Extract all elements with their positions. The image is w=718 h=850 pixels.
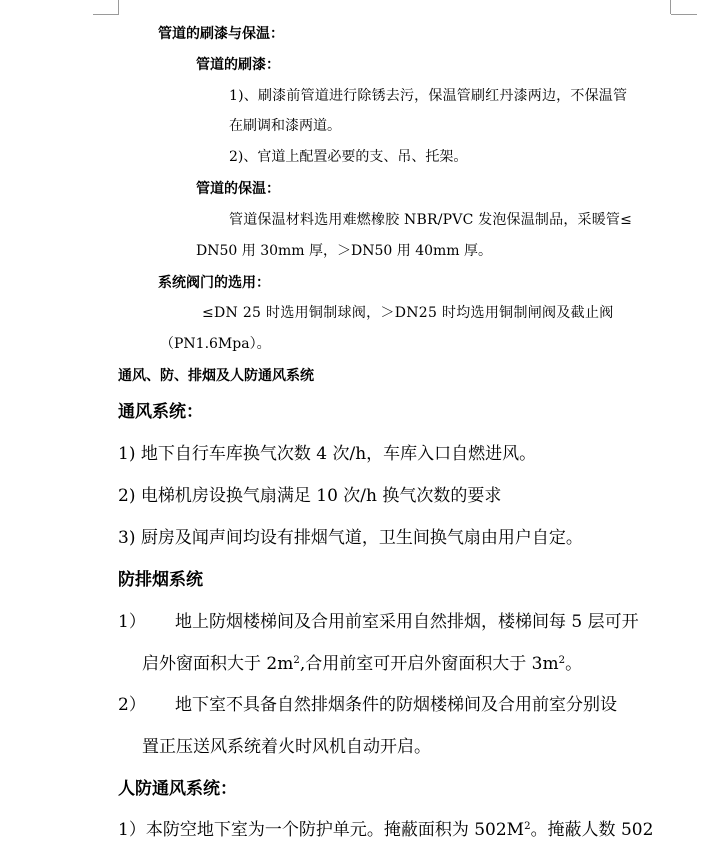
page-corner-mark-left bbox=[118, 0, 119, 14]
ventilation-item-2: 2) 电梯机房设换气扇满足 10 次/h 换气次数的要求 bbox=[118, 486, 502, 506]
smoke-item1-superscript-2: 2 bbox=[558, 654, 566, 666]
paint-item1-line1: 1)、刷漆前管道进行除锈去污，保温管刷红丹漆两边，不保温管 bbox=[229, 88, 628, 104]
civil-defense-line1 bbox=[118, 822, 653, 839]
insulation-line2: DN50 用 30mm 厚，＞DN50 用 40mm 厚。 bbox=[196, 243, 493, 259]
page-corner-mark-right bbox=[670, 0, 671, 14]
smoke-item2-number: 2） bbox=[118, 695, 146, 715]
valves-line1: ≤DN 25 时选用铜制球阀，＞DN25 时均选用铜制闸阀及截止阀 bbox=[202, 305, 614, 321]
smoke-item1-superscript-1: 2 bbox=[293, 654, 300, 666]
insulation-line1: 管道保温材料选用难燃橡胶 NBR/PVC 发泡保温制品，采暖管≤ bbox=[229, 212, 633, 228]
civil-defense-line1-part-a: 1）本防空地下室为一个防护单元。掩蔽面积为 502M bbox=[118, 820, 525, 840]
page-corner-mark-right-h bbox=[671, 14, 697, 15]
subheading-pipe-insulation: 管道的保温： bbox=[196, 181, 280, 197]
civil-defense-line1-part-b: 。掩蔽人数 502 bbox=[530, 820, 654, 840]
smoke-item1-line2-part-a: 启外窗面积大于 2m bbox=[142, 654, 294, 674]
smoke-item2-line1: 地下室不具备自然排烟条件的防烟楼梯间及合用前室分别设 bbox=[175, 695, 617, 715]
section-heading-pipe-paint-insulation: 管道的刷漆与保温： bbox=[158, 26, 284, 42]
subheading-pipe-paint: 管道的刷漆： bbox=[196, 57, 280, 73]
smoke-item2-line2: 置正压送风系统着火时风机自动开启。 bbox=[142, 737, 431, 757]
paint-item1-line2: 在刷调和漆两道。 bbox=[229, 118, 341, 134]
subheading-civil-defense-ventilation: 人防通风系统： bbox=[118, 779, 237, 799]
smoke-item1-line1: 地上防烟楼梯间及合用前室采用自然排烟，楼梯间每 5 层可开 bbox=[175, 612, 639, 632]
ventilation-item-3: 3) 厨房及闻声间均设有排烟气道，卫生间换气扇由用户自定。 bbox=[118, 528, 583, 548]
subheading-smoke-system: 防排烟系统 bbox=[118, 570, 203, 590]
smoke-item1-line2-part-b: ,合用前室可开启外窗面积大于 3m bbox=[299, 654, 559, 674]
smoke-item1-line2-part-c: 。 bbox=[565, 654, 583, 674]
subheading-valves: 系统阀门的选用： bbox=[158, 275, 270, 291]
smoke-item1-line2 bbox=[142, 656, 582, 673]
section-heading-ventilation-smoke: 通风、防、排烟及人防通风系统 bbox=[118, 368, 314, 384]
civil-defense-superscript: 2 bbox=[524, 820, 531, 832]
valves-line2: （PN1.6Mpa）。 bbox=[160, 336, 271, 352]
subheading-ventilation-system: 通风系统： bbox=[118, 402, 203, 422]
page-corner-mark-left-h bbox=[93, 14, 119, 15]
smoke-item1-number: 1） bbox=[118, 612, 146, 632]
paint-item2: 2)、官道上配置必要的支、吊、托架。 bbox=[229, 149, 468, 165]
ventilation-item-1: 1) 地下自行车库换气次数 4 次/h，车库入口自燃进风。 bbox=[118, 444, 537, 464]
